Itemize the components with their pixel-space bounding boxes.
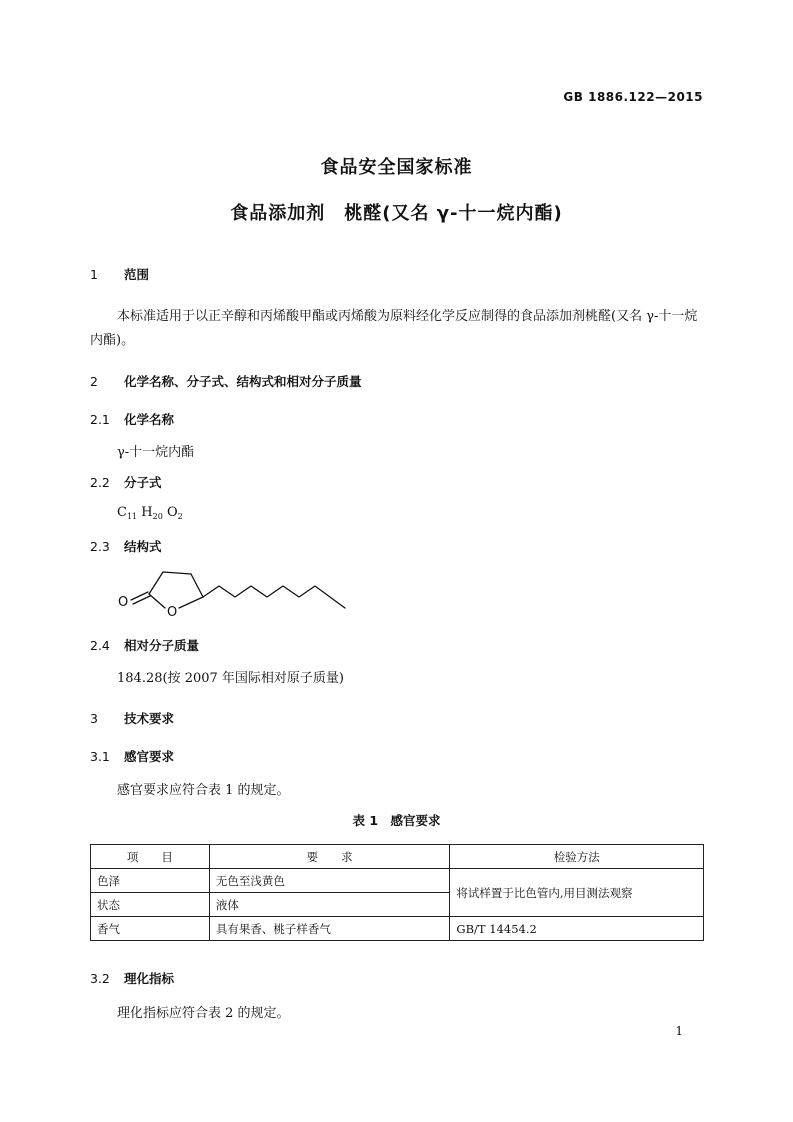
section-number: 3	[90, 711, 98, 726]
section-1-body: 本标准适用于以正辛醇和丙烯酸甲酯或丙烯酸为原料经化学反应制得的食品添加剂桃醛(又名 γ-十一烷内酯)。	[90, 309, 698, 348]
section-number: 2	[90, 374, 98, 389]
section-title: 化学名称、分子式、结构式和相对分子质量	[124, 374, 362, 389]
section-number: 1	[90, 267, 98, 282]
cell-item: 香气	[91, 917, 210, 941]
header-requirement: 要 求	[209, 845, 450, 869]
section-title: 结构式	[124, 539, 162, 554]
section-2-1-heading	[90, 410, 174, 428]
header-item: 项 目	[91, 845, 210, 869]
document-title: 食品安全国家标准	[320, 157, 473, 178]
structural-formula	[113, 566, 353, 622]
table-header-row	[91, 845, 704, 869]
section-title: 分子式	[124, 475, 162, 490]
section-number: 2.1	[90, 412, 110, 427]
cell-requirement: 液体	[209, 893, 450, 917]
ring-bond	[179, 597, 203, 608]
carbonyl-oxygen-label: O	[118, 595, 129, 610]
ring-bond	[149, 572, 163, 594]
ring-bond	[191, 574, 203, 597]
formula-c: C	[117, 505, 127, 520]
formula-o-count: 2	[177, 512, 183, 521]
cell-requirement: 具有果香、桃子样香气	[209, 917, 450, 941]
section-number: 3.1	[90, 749, 110, 764]
section-2-heading	[90, 372, 362, 390]
page-number: 1	[675, 1024, 683, 1038]
section-title: 化学名称	[124, 412, 175, 427]
molecular-formula	[117, 505, 183, 521]
sensory-requirements-table	[90, 844, 704, 941]
table-1-caption: 表 1 感官要求	[352, 813, 441, 828]
cell-item: 状态	[91, 893, 210, 917]
section-3-heading	[90, 709, 174, 727]
ring-oxygen-label: O	[167, 605, 178, 620]
section-title: 相对分子质量	[124, 638, 200, 653]
table-row	[91, 869, 704, 893]
section-2-4-heading	[90, 636, 199, 654]
document-subtitle: 食品添加剂 桃醛(又名 γ-十一烷内酯)	[230, 203, 563, 224]
section-3-1-heading	[90, 747, 174, 765]
section-number: 2.3	[90, 539, 110, 554]
section-2-3-heading	[90, 537, 162, 555]
cell-item: 色泽	[91, 869, 210, 893]
section-3-1-body: 感官要求应符合表 1 的规定。	[117, 783, 290, 798]
ring-bond	[163, 572, 191, 574]
section-3-2-body: 理化指标应符合表 2 的规定。	[117, 1006, 290, 1021]
ring-bond	[149, 594, 165, 608]
formula-c-count: 11	[126, 512, 138, 521]
section-2-2-heading	[90, 473, 162, 491]
cell-method-merged: 将试样置于比色管内,用目测法观察	[450, 869, 704, 917]
standard-number: GB 1886.122—2015	[563, 90, 703, 104]
chemical-name: γ-十一烷内酯	[117, 445, 195, 460]
molecular-mass: 184.28(按 2007 年国际相对原子质量)	[117, 671, 344, 686]
section-number: 2.2	[90, 475, 110, 490]
formula-h: H	[141, 505, 153, 520]
alkyl-chain	[203, 586, 345, 608]
table-row	[91, 917, 704, 941]
section-title: 技术要求	[124, 711, 175, 726]
section-title: 感官要求	[124, 749, 175, 764]
section-3-2-heading	[90, 969, 174, 987]
section-title: 理化指标	[124, 971, 175, 986]
section-title: 范围	[124, 267, 150, 282]
section-number: 3.2	[90, 971, 110, 986]
cell-method: GB/T 14454.2	[450, 917, 704, 941]
header-method: 检验方法	[450, 845, 704, 869]
formula-o: O	[166, 505, 178, 520]
formula-h-count: 20	[152, 512, 163, 521]
section-number: 2.4	[90, 638, 110, 653]
cell-requirement: 无色至浅黄色	[209, 869, 450, 893]
section-1-heading	[90, 265, 149, 283]
